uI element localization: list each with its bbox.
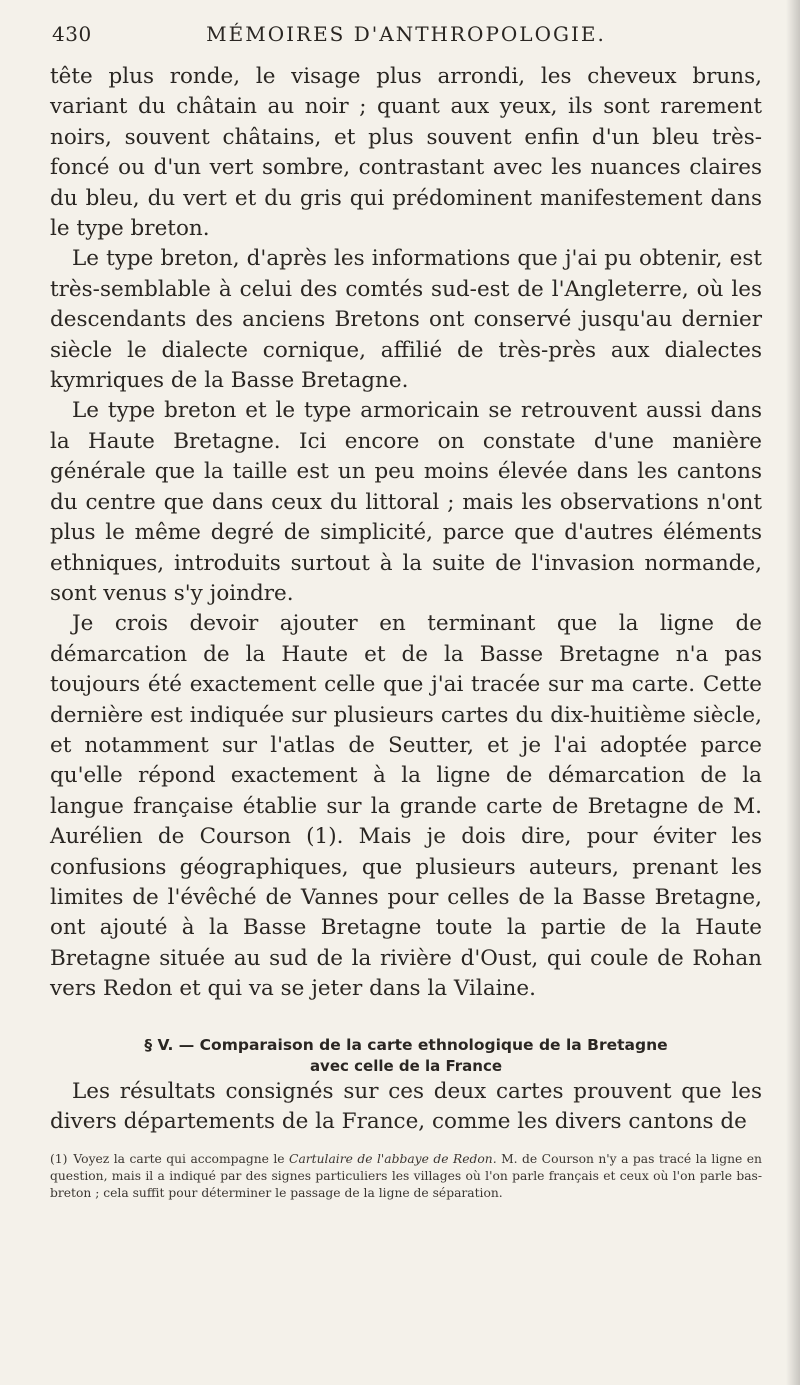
footnote	[50, 1151, 762, 1201]
section-heading	[50, 1035, 762, 1077]
paragraph: Le type breton, d'après les informations que j'ai pu obtenir, est très-semblable à celui des comtés sud-est de l'Angleterre, où les descendants des anciens Bretons ont conservé jusqu'au dernier siècle le dialecte cornique, affilié de très-près aux dialectes kymriques de la Basse Bretagne.	[50, 246, 762, 394]
footnote-title: Cartulaire de l'abbaye de Redon.	[289, 1152, 497, 1167]
running-title: MÉMOIRES D'ANTHROPOLOGIE.	[206, 22, 606, 46]
paragraph: Le type breton et le type armoricain se retrouvent aussi dans la Haute Bretagne. Ici encore on constate d'une manière générale que la taille est un peu moins élevée dans les cantons du centre que dans ceux du littoral ; mais les observations n'ont plus le même degré de simplicité, parce que d'autres éléments ethniques, introduits surtout à la suite de l'invasion normande, sont venus s'y joindre.	[50, 398, 762, 606]
running-head	[50, 22, 762, 52]
paragraph-continued: tête plus ronde, le visage plus arrondi, les cheveux bruns, variant du châtain au noir ; quant aux yeux, ils sont rarement noirs, souvent châtains, et plus souvent enfin d'un bleu très-foncé ou d'un vert sombre, contrastant avec les nuances claires du bleu, du vert et du gris qui prédominent manifestement dans le type breton.	[50, 64, 762, 242]
body-text	[50, 62, 762, 1137]
footnote-mark: (1)	[50, 1152, 68, 1167]
page-edge-shadow	[786, 0, 800, 1385]
paragraph: Je crois devoir ajouter en terminant que la ligne de démarcation de la Haute et de la Basse Bretagne n'a pas toujours été exactement celle que j'ai tracée sur ma carte. Cette dernière est indiquée sur plusieurs cartes du dix-huitième siècle, et notamment sur l'atlas de Seutter, et je l'ai adoptée parce qu'elle répond exactement à la ligne de démarcation de la langue française établie sur la grande carte de Bretagne de M. Aurélien de Courson (1). Mais je dois dire, pour éviter les confusions géographiques, que plusieurs auteurs, prenant les limites de l'évêché de Vannes pour celles de la Basse Bretagne, ont ajouté à la Basse Bretagne toute la partie de la Haute Bretagne située au sud de la rivière d'Oust, qui coule de Rohan vers Redon et qui va se jeter dans la Vilaine.	[50, 611, 762, 1002]
footnote-text-before: Voyez la carte qui accompagne le	[73, 1152, 285, 1167]
page-number: 430	[52, 22, 92, 46]
section-heading-line2: avec celle de la France	[309, 1056, 503, 1075]
paragraph: Les résultats consignés sur ces deux cartes prouvent que les divers départements de la France, comme les divers cantons de	[50, 1078, 762, 1134]
section-heading-line1: § V. — Comparaison de la carte ethnologique de la Bretagne	[144, 1035, 668, 1054]
footnote-text-after: M. de Courson n'y a pas tracé la ligne en question, mais il a indiqué par des signes particuliers les villages où l'on parle français et ceux où l'on parle bas-breton ; cela suffit pour déterminer le passage de la ligne de séparation.	[50, 1152, 762, 1200]
